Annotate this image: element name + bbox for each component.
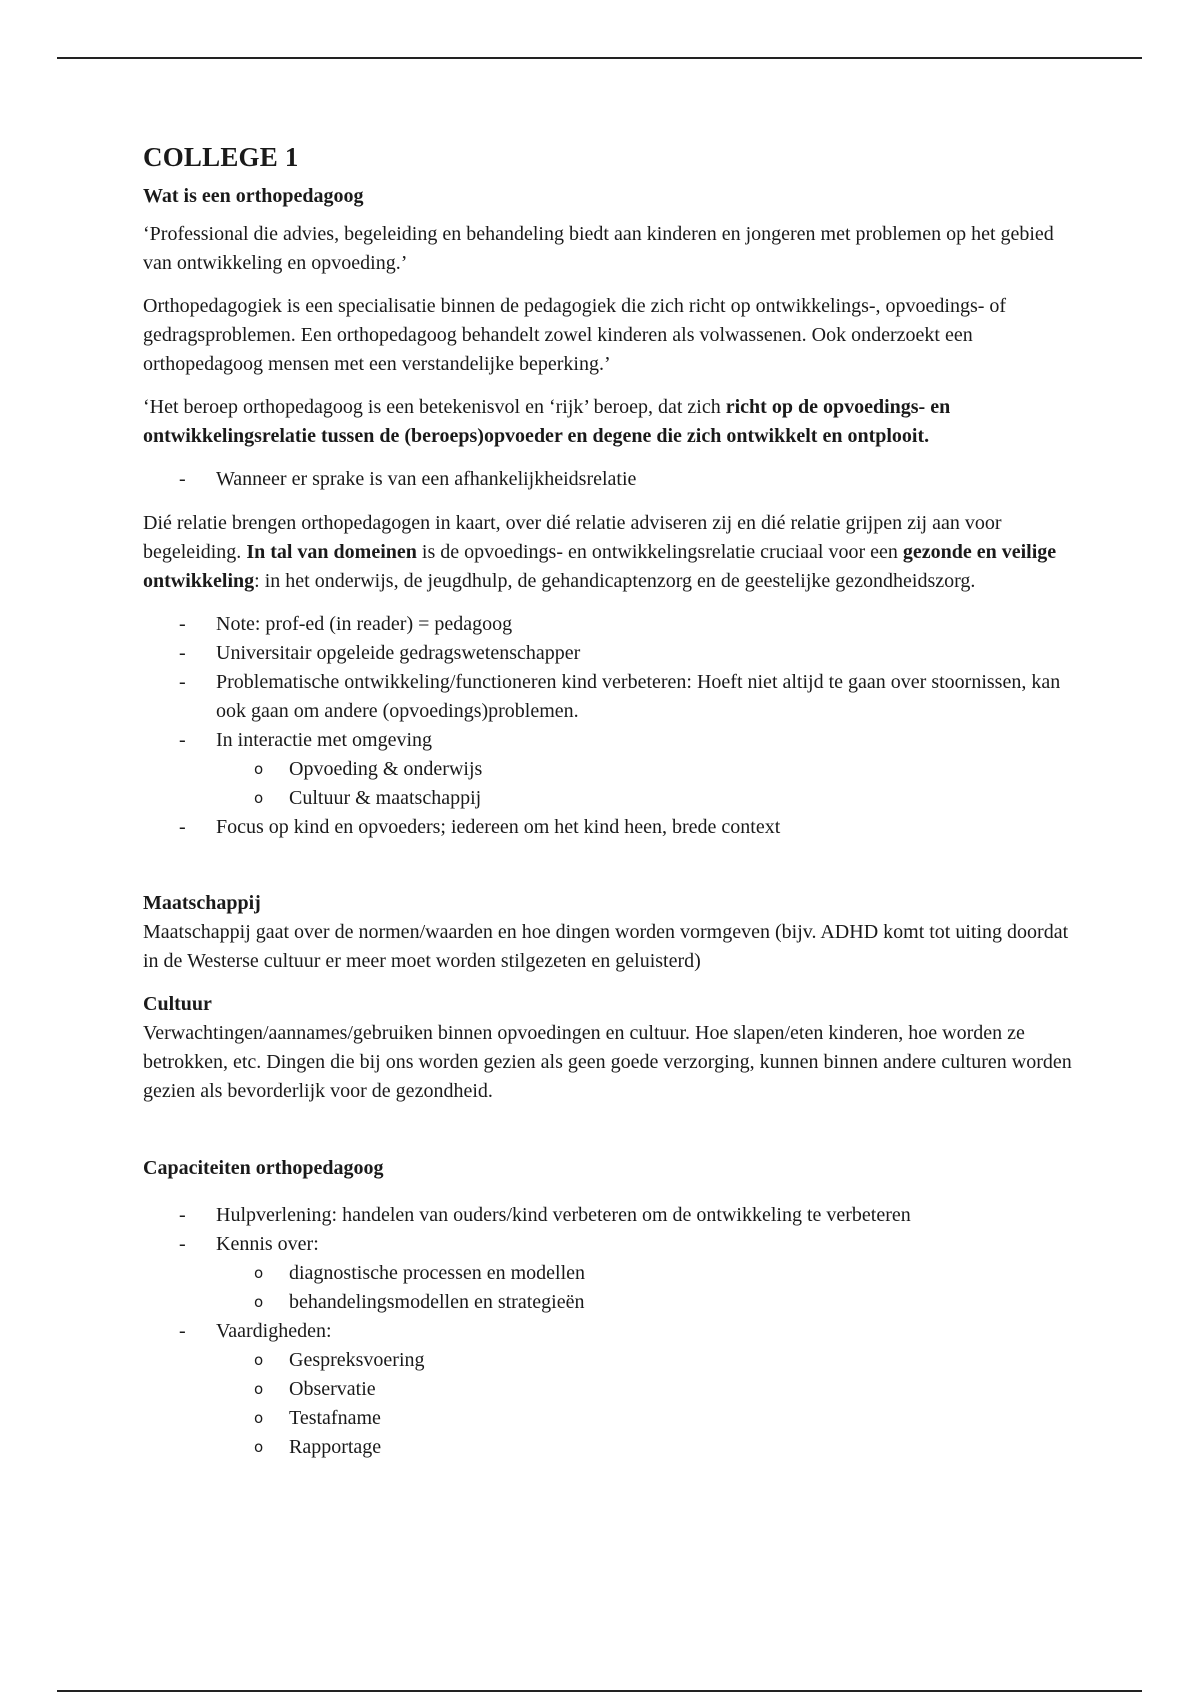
- sub-list-item: [216, 1375, 1073, 1404]
- bullet-list-kenmerken: [143, 610, 1073, 842]
- list-item-text: Universitair opgeleide gedragswetenschapper: [216, 642, 581, 664]
- list-item: [143, 726, 1073, 813]
- sub-list: [216, 1346, 1073, 1462]
- list-item: [143, 1317, 1073, 1462]
- sub-list-item-text: Testafname: [289, 1407, 381, 1429]
- sub-list-item: [216, 1346, 1073, 1375]
- dash-marker: -: [179, 1233, 186, 1255]
- dash-marker: -: [179, 729, 186, 751]
- sub-list-item-text: Opvoeding & onderwijs: [289, 758, 483, 780]
- list-item-text: Kennis over:: [216, 1233, 319, 1255]
- sub-list: [216, 1259, 1073, 1317]
- list-item: [143, 813, 1073, 842]
- dash-marker: -: [179, 816, 186, 838]
- sub-list-item-text: Rapportage: [289, 1436, 382, 1458]
- text-span: is de opvoedings- en ontwikkelingsrelatie cruciaal voor een: [416, 541, 903, 563]
- list-item: [143, 639, 1073, 668]
- bullet-list-capaciteiten: [143, 1201, 1073, 1462]
- bold-span: richt op de opvoedings- en ontwikkelingsrelatie tussen de (beroeps)opvoeder en degene die zich ontwikkelt en ontplooit.: [143, 396, 951, 447]
- paragraph-maatschappij: Maatschappij gaat over de normen/waarden en hoe dingen worden vormgeven (bijv. ADHD komt tot uiting doordat in de Westerse cultuur er meer moet worden stilgezeten en geluisterd): [143, 921, 1069, 972]
- sub-list-item: [216, 1404, 1073, 1433]
- dash-marker: -: [179, 671, 186, 693]
- bold-span: gezonde en veilige ontwikkeling: [143, 541, 1057, 592]
- sub-list-item-text: Observatie: [289, 1378, 376, 1400]
- list-item-text: In interactie met omgeving: [216, 729, 433, 751]
- bullet-list-afhankelijkheid: [143, 465, 1073, 494]
- circle-marker: o: [254, 1409, 264, 1427]
- list-item: [143, 610, 1073, 639]
- quote-definition: ‘Professional die advies, begeleiding en behandeling biedt aan kinderen en jongeren met problemen op het gebied van ontwikkeling en opvoeding.’: [143, 223, 1054, 274]
- sub-list-item-text: Gespreksvoering: [289, 1349, 425, 1371]
- list-item: [143, 1230, 1073, 1317]
- list-item: [143, 1201, 1073, 1230]
- top-rule: [57, 57, 1142, 59]
- sub-list-item: [216, 1433, 1073, 1462]
- heading-maatschappij: Maatschappij: [143, 892, 261, 914]
- text-span: ‘Het beroep orthopedagoog is een betekenisvol en ‘rijk’ beroep, dat zich: [143, 396, 726, 418]
- dash-marker: -: [179, 613, 186, 635]
- sub-list-item: [216, 755, 1073, 784]
- list-item: [143, 465, 1073, 494]
- dash-marker: -: [179, 1204, 186, 1226]
- dash-marker: -: [179, 1320, 186, 1342]
- bold-span: In tal van domeinen: [246, 541, 417, 563]
- sub-list: [216, 755, 1073, 813]
- heading-capaciteiten: Capaciteiten orthopedagoog: [143, 1157, 384, 1179]
- list-item-text: Vaardigheden:: [216, 1320, 332, 1342]
- circle-marker: o: [254, 760, 264, 778]
- paragraph-cultuur: Verwachtingen/aannames/gebruiken binnen opvoedingen en cultuur. Hoe slapen/eten kinderen, hoe worden ze betrokken, etc. Dingen die bij ons worden gezien als geen goede verzorging, kunnen binnen andere culturen worden gezien als bevorderlijk voor de gezondheid.: [143, 1022, 1072, 1102]
- heading-cultuur: Cultuur: [143, 993, 212, 1015]
- college-title: COLLEGE 1: [143, 142, 299, 172]
- dash-marker: -: [179, 642, 186, 664]
- list-item-text: Wanneer er sprake is van een afhankelijkheidsrelatie: [216, 468, 637, 490]
- circle-marker: o: [254, 1264, 264, 1282]
- circle-marker: o: [254, 1438, 264, 1456]
- heading-wat-is-orthopedagoog: Wat is een orthopedagoog: [143, 185, 364, 207]
- text-span: : in het onderwijs, de jeugdhulp, de gehandicaptenzorg en de geestelijke gezondheidszorg.: [254, 570, 976, 592]
- circle-marker: o: [254, 1380, 264, 1398]
- sub-list-item: [216, 784, 1073, 813]
- list-item: [143, 668, 1073, 726]
- dash-marker: -: [179, 468, 186, 490]
- text-span: Dié relatie brengen orthopedagogen in kaart, over dié relatie adviseren zij en dié relatie grijpen zij aan voor begeleiding.: [143, 512, 1002, 563]
- circle-marker: o: [254, 1351, 264, 1369]
- sub-list-item-text: behandelingsmodellen en strategieën: [289, 1291, 585, 1313]
- list-item-text: Note: prof-ed (in reader) = pedagoog: [216, 613, 513, 635]
- list-item-text: Problematische ontwikkeling/functioneren kind verbeteren: Hoeft niet altijd te gaan over stoornissen, kan ook gaan om andere (opvoedings)problemen.: [216, 671, 1061, 722]
- paragraph-orthopedagogiek: Orthopedagogiek is een specialisatie binnen de pedagogiek die zich richt op ontwikkelings-, opvoedings- of gedragsproblemen. Een orthopedagoog behandelt zowel kinderen als volwassenen. Ook onderzoekt een orthopedagoog mensen met een verstandelijke beperking.’: [143, 295, 1007, 375]
- sub-list-item: [216, 1288, 1073, 1317]
- sub-list-item-text: Cultuur & maatschappij: [289, 787, 482, 809]
- document-body: [143, 140, 1073, 1477]
- paragraph-beroep: [143, 393, 1073, 451]
- sub-list-item-text: diagnostische processen en modellen: [289, 1262, 586, 1284]
- sub-list-item: [216, 1259, 1073, 1288]
- bottom-rule: [57, 1690, 1142, 1692]
- paragraph-relatie: [143, 509, 1073, 596]
- circle-marker: o: [254, 789, 264, 807]
- list-item-text: Hulpverlening: handelen van ouders/kind verbeteren om de ontwikkeling te verbeteren: [216, 1204, 911, 1226]
- circle-marker: o: [254, 1293, 264, 1311]
- list-item-text: Focus op kind en opvoeders; iedereen om het kind heen, brede context: [216, 816, 781, 838]
